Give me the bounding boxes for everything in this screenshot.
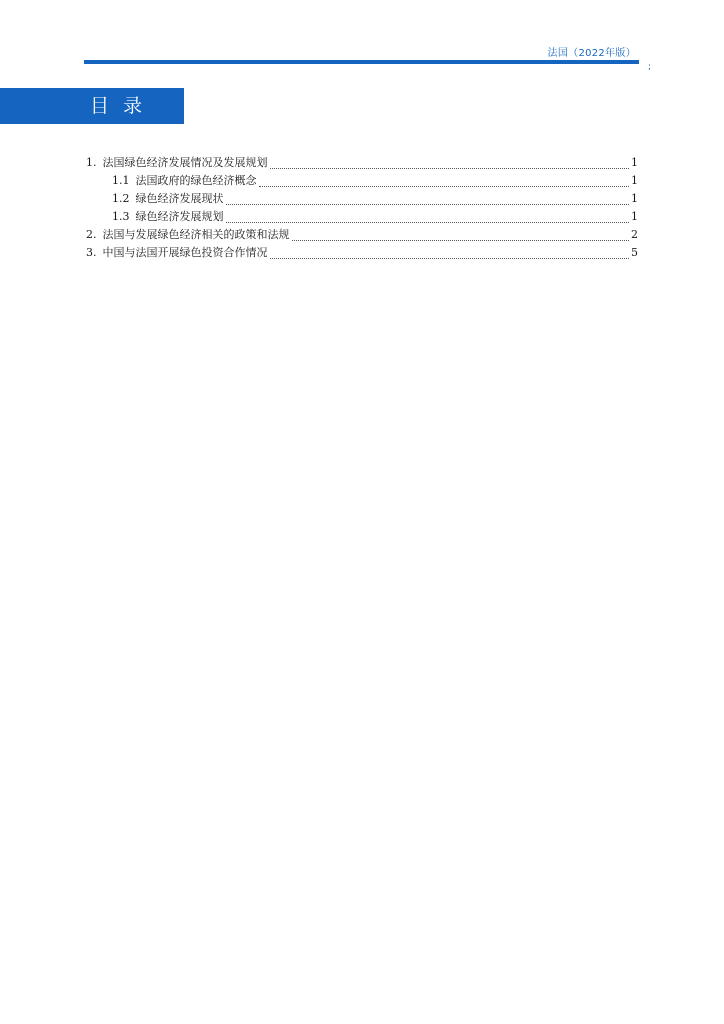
toc-entry-page: 2 xyxy=(631,228,638,241)
toc-entry-page: 1 xyxy=(631,174,638,187)
toc-entry-page: 1 xyxy=(631,156,638,169)
running-header-title: 法国（2022年版） xyxy=(547,48,636,59)
toc-entry-title: 法国与发展绿色经济相关的政策和法规 xyxy=(102,228,290,241)
toc-entry-title: 绿色经济发展规划 xyxy=(135,210,224,223)
toc-dot-leader xyxy=(226,196,630,205)
toc-entry-title: 绿色经济发展现状 xyxy=(135,192,224,205)
toc-heading: 目录 xyxy=(0,88,184,124)
toc-dot-leader xyxy=(292,232,630,241)
toc-entry[interactable] xyxy=(86,154,638,172)
toc-dot-leader xyxy=(259,178,630,187)
toc-entry-number: 1. xyxy=(86,156,97,169)
toc-entry[interactable] xyxy=(86,190,638,208)
toc-entry[interactable] xyxy=(86,172,638,190)
toc-entry-number: 2. xyxy=(86,228,97,241)
toc-entry-title: 法国绿色经济发展情况及发展规划 xyxy=(102,156,268,169)
toc-dot-leader xyxy=(226,214,630,223)
toc-entry-number: 3. xyxy=(86,246,97,259)
toc-entry-page: 1 xyxy=(631,192,638,205)
toc-entry-title: 中国与法国开展绿色投资合作情况 xyxy=(102,246,268,259)
toc-list xyxy=(86,154,638,262)
toc-entry-number: 1.2 xyxy=(112,192,130,205)
header-mark: ; xyxy=(648,62,652,72)
toc-dot-leader xyxy=(270,250,630,259)
toc-entry[interactable] xyxy=(86,226,638,244)
toc-dot-leader xyxy=(270,160,630,169)
toc-entry-title: 法国政府的绿色经济概念 xyxy=(135,174,257,187)
header-rule xyxy=(84,60,639,64)
toc-entry-page: 5 xyxy=(631,246,638,259)
toc-entry-page: 1 xyxy=(631,210,638,223)
toc-entry-number: 1.3 xyxy=(112,210,130,223)
toc-entry-number: 1.1 xyxy=(112,174,130,187)
toc-entry[interactable] xyxy=(86,208,638,226)
toc-entry[interactable] xyxy=(86,244,638,262)
